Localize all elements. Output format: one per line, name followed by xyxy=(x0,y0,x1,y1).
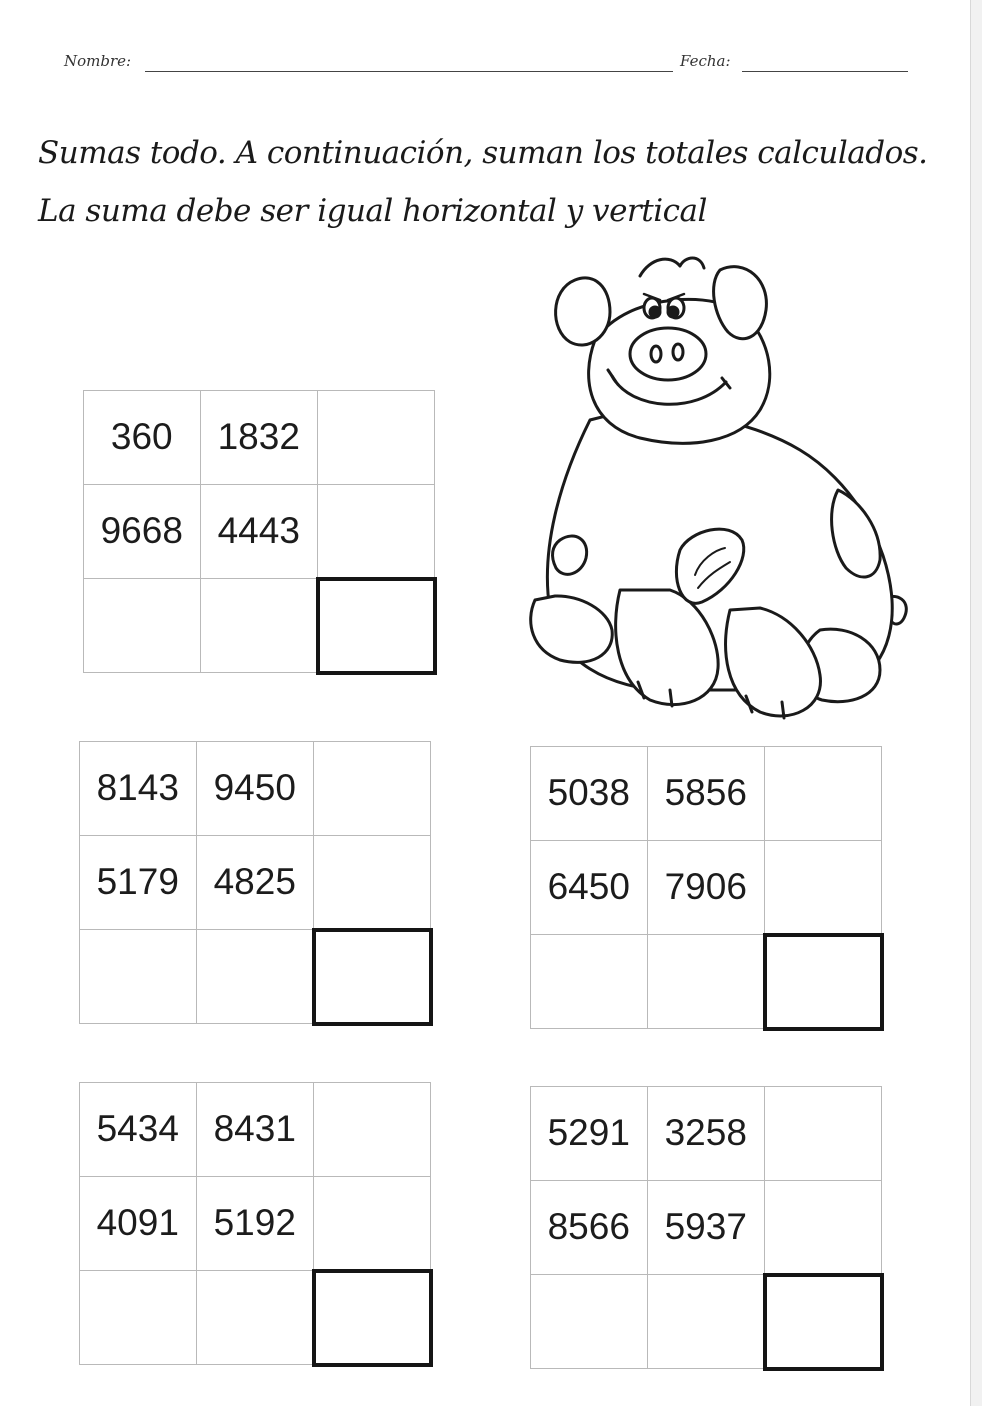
grid-cell-value: 8431 xyxy=(196,1082,315,1178)
row-total-cell[interactable] xyxy=(313,835,432,931)
row-total-cell[interactable] xyxy=(764,1086,883,1182)
name-label: Nombre: xyxy=(64,52,132,70)
column-total-cell[interactable] xyxy=(196,1270,315,1366)
sum-grid-4 xyxy=(80,1083,431,1365)
row-total-cell[interactable] xyxy=(313,741,432,837)
date-field-line[interactable] xyxy=(742,71,908,72)
grid-cell-value: 5179 xyxy=(79,835,198,931)
date-label: Fecha: xyxy=(680,52,731,70)
grid-cell-value: 5291 xyxy=(530,1086,649,1182)
sum-grid-2 xyxy=(80,742,431,1024)
instructions-text: Sumas todo. A continuación, suman los totales calculados. La suma debe ser igual horizontal y vertical xyxy=(38,135,928,229)
grand-total-box[interactable] xyxy=(312,928,433,1026)
row-total-cell[interactable] xyxy=(313,1176,432,1272)
grid-cell-value: 360 xyxy=(83,390,202,486)
grid-cell-value: 4443 xyxy=(200,484,319,580)
column-total-cell[interactable] xyxy=(79,1270,198,1366)
grid-cell-value: 6450 xyxy=(530,840,649,936)
grid-cell-value: 9450 xyxy=(196,741,315,837)
page-edge xyxy=(970,0,982,1406)
row-total-cell[interactable] xyxy=(313,1082,432,1178)
sum-grid-1 xyxy=(84,391,435,673)
column-total-cell[interactable] xyxy=(83,578,202,674)
grid-cell-value: 5038 xyxy=(530,746,649,842)
grid-cell-value: 4825 xyxy=(196,835,315,931)
column-total-cell[interactable] xyxy=(647,934,766,1030)
name-field-line[interactable] xyxy=(145,71,673,72)
grid-cell-value: 5192 xyxy=(196,1176,315,1272)
column-total-cell[interactable] xyxy=(200,578,319,674)
grid-cell-value: 3258 xyxy=(647,1086,766,1182)
row-total-cell[interactable] xyxy=(317,390,436,486)
grid-cell-value: 9668 xyxy=(83,484,202,580)
pig-illustration-icon xyxy=(520,250,930,730)
grand-total-box[interactable] xyxy=(312,1269,433,1367)
grid-cell-value: 5434 xyxy=(79,1082,198,1178)
grid-cell-value: 7906 xyxy=(647,840,766,936)
grid-cell-value: 4091 xyxy=(79,1176,198,1272)
column-total-cell[interactable] xyxy=(196,929,315,1025)
grand-total-box[interactable] xyxy=(763,933,884,1031)
row-total-cell[interactable] xyxy=(764,746,883,842)
column-total-cell[interactable] xyxy=(530,934,649,1030)
row-total-cell[interactable] xyxy=(764,1180,883,1276)
grand-total-box[interactable] xyxy=(763,1273,884,1371)
grid-cell-value: 5856 xyxy=(647,746,766,842)
grand-total-box[interactable] xyxy=(316,577,437,675)
column-total-cell[interactable] xyxy=(530,1274,649,1370)
grid-cell-value: 8143 xyxy=(79,741,198,837)
column-total-cell[interactable] xyxy=(79,929,198,1025)
sum-grid-3 xyxy=(531,747,882,1029)
grid-cell-value: 8566 xyxy=(530,1180,649,1276)
sum-grid-5 xyxy=(531,1087,882,1369)
grid-cell-value: 5937 xyxy=(647,1180,766,1276)
grid-cell-value: 1832 xyxy=(200,390,319,486)
row-total-cell[interactable] xyxy=(317,484,436,580)
column-total-cell[interactable] xyxy=(647,1274,766,1370)
row-total-cell[interactable] xyxy=(764,840,883,936)
